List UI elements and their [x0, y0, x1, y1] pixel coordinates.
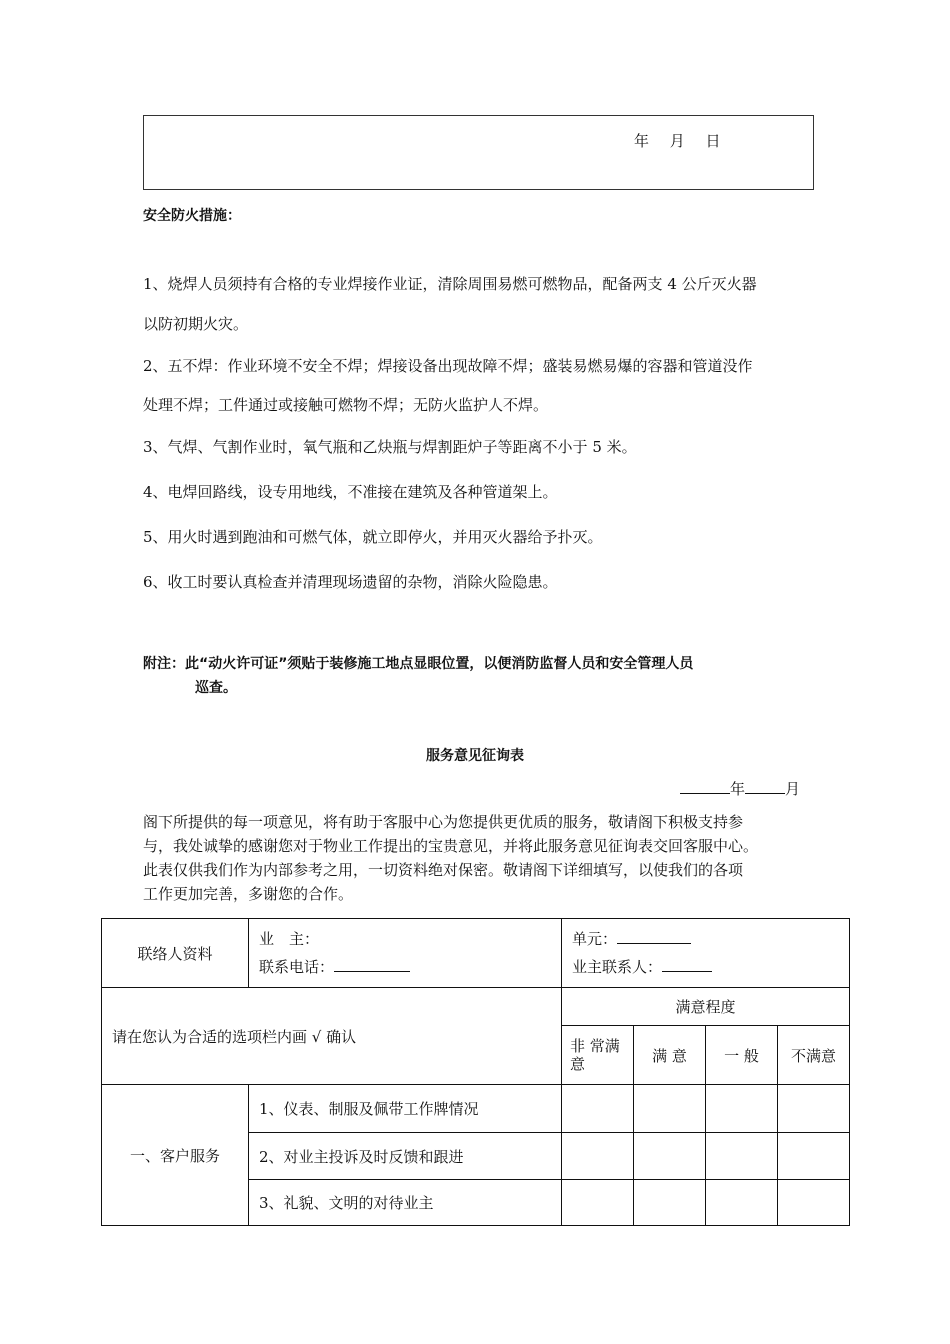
- unit-blank[interactable]: [617, 929, 691, 944]
- year-month-line: [680, 778, 800, 799]
- unit-label: 单元：: [572, 930, 618, 948]
- checkbox-cell[interactable]: [562, 1085, 634, 1133]
- checkbox-cell[interactable]: [778, 1085, 850, 1133]
- intro-line-1: 阁下所提供的每一项意见，将有助于客服中心为您提供更优质的服务，敬请阁下积极支持参: [143, 813, 744, 831]
- checkbox-cell[interactable]: [634, 1133, 706, 1180]
- attachment-note: [143, 652, 815, 700]
- owner-info-cell: [249, 919, 562, 988]
- contact-row: [102, 919, 850, 988]
- checkbox-cell[interactable]: [706, 1180, 778, 1226]
- owner-contact-blank[interactable]: [662, 957, 712, 972]
- survey-intro: [143, 810, 815, 906]
- rating-unsatisfied: 不满意: [778, 1026, 850, 1085]
- phone-label: 联系电话：: [259, 958, 335, 976]
- checkbox-cell[interactable]: [706, 1133, 778, 1180]
- month-blank[interactable]: [745, 779, 785, 794]
- approval-box: [143, 115, 814, 190]
- owner-contact-row: [572, 953, 849, 981]
- fire-safety-item-1: 1、烧焊人员须持有合格的专业焊接作业证，清除周围易燃可燃物品，配备两支 4 公斤灭火器: [143, 275, 757, 293]
- checkbox-cell[interactable]: [562, 1180, 634, 1226]
- phone-blank[interactable]: [334, 957, 410, 972]
- checkbox-cell[interactable]: [634, 1180, 706, 1226]
- checkbox-cell[interactable]: [778, 1133, 850, 1180]
- satisfaction-header-row: [102, 988, 850, 1026]
- section-customer-service: 一、客户服务: [102, 1085, 249, 1226]
- fire-safety-item-3: 3、气焊、气割作业时，氧气瓶和乙炔瓶与焊割距炉子等距离不小于 5 米。: [143, 438, 637, 456]
- fire-safety-item-6: 6、收工时要认真检查并清理现场遗留的杂物，消除火险隐患。: [143, 573, 558, 591]
- survey-item-3: 3、礼貌、文明的对待业主: [249, 1180, 562, 1226]
- rating-very-satisfied: 非 常满意: [562, 1026, 634, 1085]
- month-label: 月: [785, 780, 801, 798]
- checkbox-cell[interactable]: [706, 1085, 778, 1133]
- instruction-cell: 请在您认为合适的选项栏内画 √ 确认: [102, 988, 562, 1085]
- year-blank[interactable]: [680, 779, 730, 794]
- satisfaction-label: 满意程度: [562, 988, 850, 1026]
- fire-safety-item-2: 2、五不焊：作业环境不安全不焊；焊接设备出现故障不焊；盛装易燃易爆的容器和管道没作: [143, 357, 753, 375]
- intro-line-3: 此表仅供我们作为内部参考之用，一切资料绝对保密。敬请阁下详细填写，以使我们的各项: [143, 861, 744, 879]
- unit-info-cell: [562, 919, 850, 988]
- note-line-1: 附注：此“动火许可证”须贴于装修施工地点显眼位置，以便消防监督人员和安全管理人员: [143, 656, 694, 672]
- fire-safety-item-4: 4、电焊回路线，设专用地线，不准接在建筑及各种管道架上。: [143, 483, 558, 501]
- rating-satisfied: 满 意: [634, 1026, 706, 1085]
- survey-item-1: 1、仪表、制服及佩带工作牌情况: [249, 1085, 562, 1133]
- intro-line-4: 工作更加完善，多谢您的合作。: [143, 885, 354, 903]
- contact-label: 联络人资料: [102, 919, 249, 988]
- owner-label: 业 主：: [259, 930, 320, 948]
- fire-safety-item-1-cont: 以防初期火灾。: [143, 315, 249, 333]
- table-row: [102, 1085, 850, 1133]
- fire-safety-item-5: 5、用火时遇到跑油和可燃气体，就立即停火，并用灭火器给予扑灭。: [143, 528, 603, 546]
- rating-average: 一 般: [706, 1026, 778, 1085]
- owner-contact-label: 业主联系人：: [572, 958, 663, 976]
- checkbox-cell[interactable]: [778, 1180, 850, 1226]
- survey-table: [101, 918, 850, 1226]
- phone-row: [259, 953, 561, 981]
- survey-title: 服务意见征询表: [426, 748, 524, 764]
- unit-row: [572, 925, 849, 953]
- survey-item-2: 2、对业主投诉及时反馈和跟进: [249, 1133, 562, 1180]
- intro-line-2: 与，我处诚挚的感谢您对于物业工作提出的宝贵意见，并将此服务意见征询表交回客服中心。: [143, 837, 759, 855]
- note-line-2: 巡查。: [195, 680, 237, 696]
- date-line: 年 月 日: [634, 132, 723, 150]
- fire-safety-heading: 安全防火措施：: [143, 208, 241, 224]
- fire-safety-item-2-cont: 处理不焊；工件通过或接触可燃物不焊；无防火监护人不焊。: [143, 396, 549, 414]
- year-label: 年: [730, 780, 746, 798]
- checkbox-cell[interactable]: [634, 1085, 706, 1133]
- checkbox-cell[interactable]: [562, 1133, 634, 1180]
